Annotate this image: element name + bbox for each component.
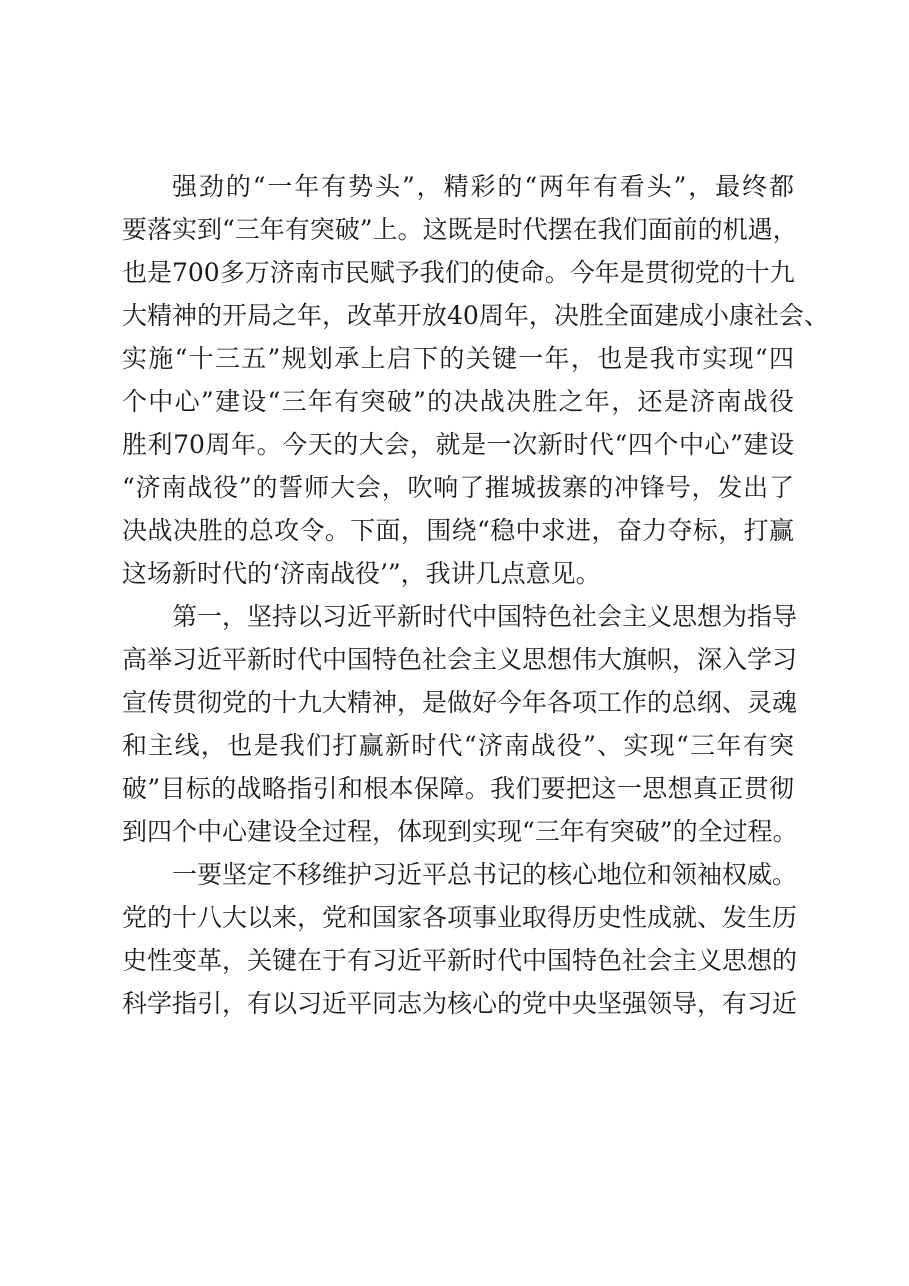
paragraph-3-line-4: 科学指引，有以习近平同志为核心的党中央坚强领导，有习近 (122, 989, 798, 1018)
document-body (122, 165, 829, 1025)
paragraph-2-line-6: 到四个中心建设全过程，体现到实现“三年有突破”的全过程。 (122, 817, 798, 846)
paragraph-1-line-10: 这场新时代的‘济南战役’”，我讲几点意见。 (122, 559, 601, 588)
paragraph-3-line-2: 党的十八大以来，党和国家各项事业取得历史性成就、发生历 (122, 903, 798, 932)
paragraph-2-line-3: 宣传贯彻党的十九大精神，是做好今年各项工作的总纲、灵魂 (122, 688, 798, 717)
paragraph-2-line-1: 第一，坚持以习近平新时代中国特色社会主义思想为指导 (172, 602, 798, 631)
paragraph-2-line-2: 高举习近平新时代中国特色社会主义思想伟大旗帜，深入学习 (122, 645, 798, 674)
paragraph-1-line-5: 实施“十三五”规划承上启下的关键一年，也是我市实现“四 (122, 344, 794, 373)
paragraph-1-line-2: 要落实到“三年有突破”上。这既是时代摆在我们面前的机遇， (122, 215, 798, 244)
paragraph-1-line-3: 也是700多万济南市民赋予我们的使命。今年是贯彻党的十九 (122, 258, 795, 287)
paragraph-2-line-4: 和主线，也是我们打赢新时代“济南战役”、实现“三年有突 (122, 731, 794, 760)
paragraph-2-line-5: 破”目标的战略指引和根本保障。我们要把这一思想真正贯彻 (122, 774, 794, 803)
paragraph-1-line-4: 大精神的开局之年，改革开放40周年，决胜全面建成小康社会、 (122, 301, 829, 330)
paragraph-1-line-6: 个中心”建设“三年有突破”的决战决胜之年，还是济南战役 (122, 387, 794, 416)
paragraph-1-line-1: 强劲的“一年有势头”，精彩的“两年有看头”，最终都 (172, 172, 794, 201)
paragraph-3-line-3: 史性变革，关键在于有习近平新时代中国特色社会主义思想的 (122, 946, 798, 975)
paragraph-3-line-1: 一要坚定不移维护习近平总书记的核心地位和领袖权威。 (172, 860, 798, 889)
paragraph-1-line-8: “济南战役”的誓师大会，吹响了摧城拔寨的冲锋号，发出了 (122, 473, 794, 502)
paragraph-1-line-9: 决战决胜的总攻令。下面，围绕“稳中求进，奋力夺标，打赢 (122, 516, 794, 545)
paragraph-1-line-7: 胜利70周年。今天的大会，就是一次新时代“四个中心”建设 (122, 430, 794, 459)
